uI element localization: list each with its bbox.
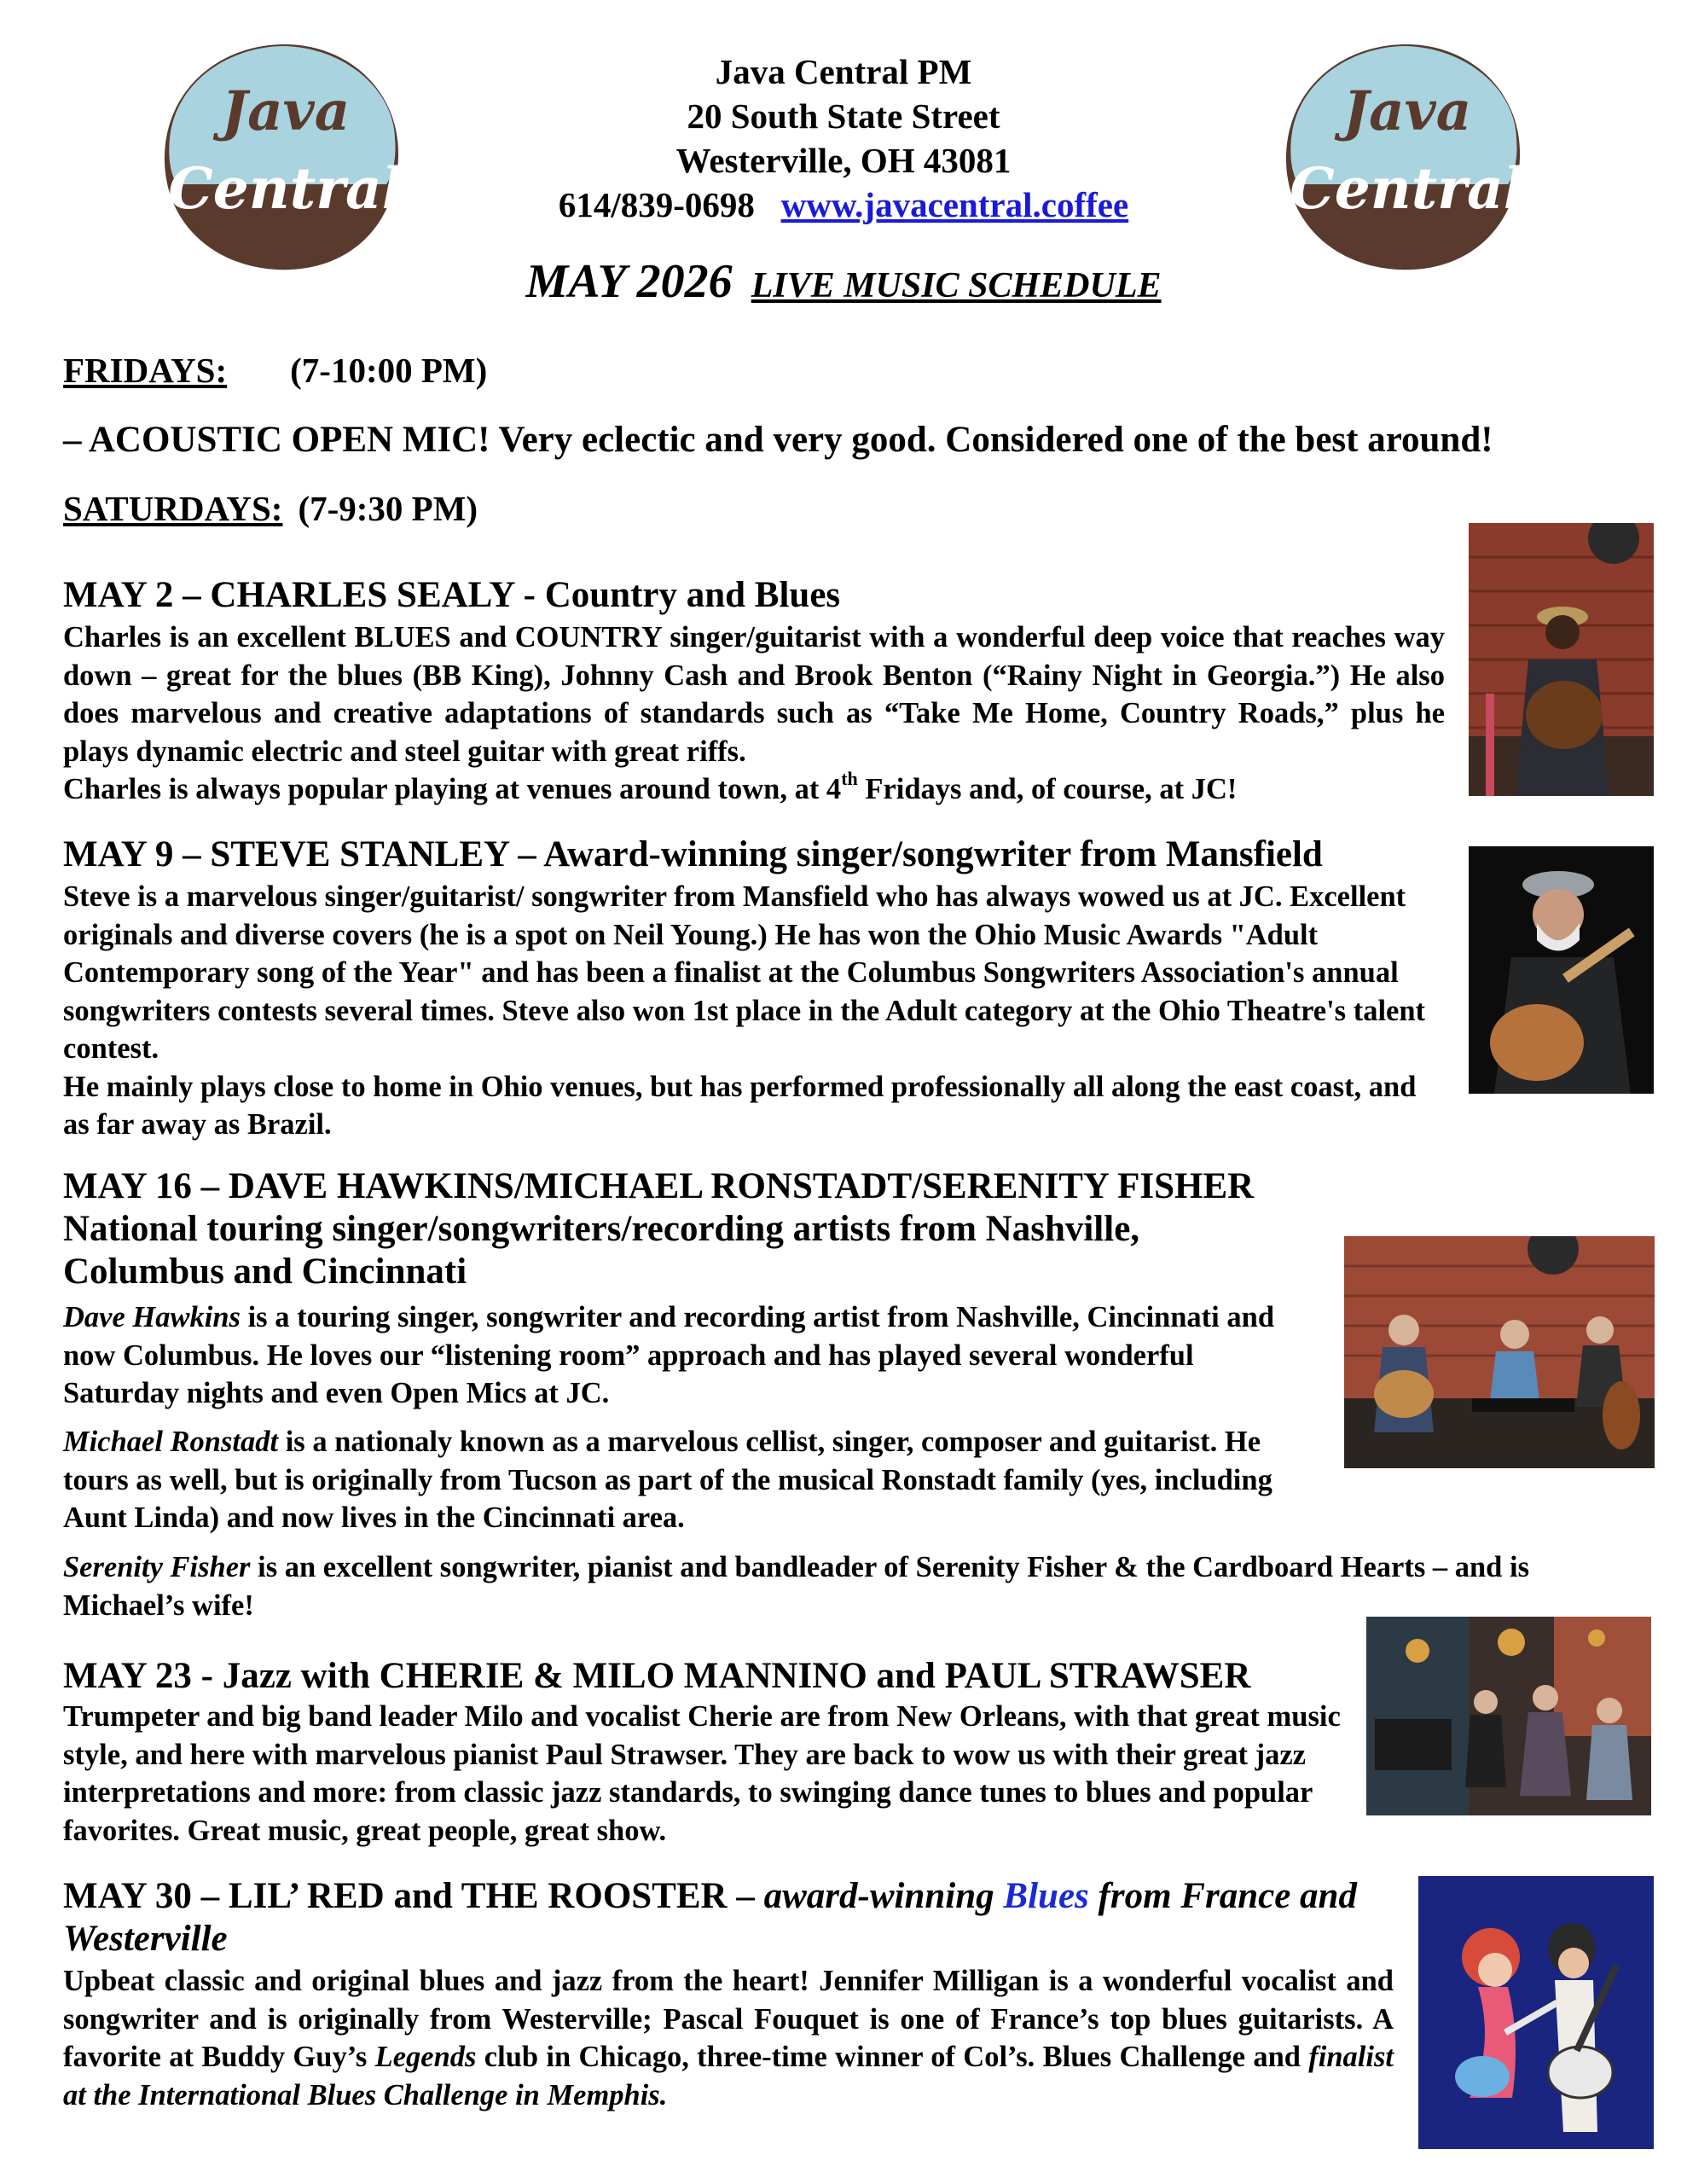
venue-name: Java Central PM [715,52,972,91]
event-may23-heading: MAY 23 - Jazz with CHERIE & MILO MANNINO and PAUL STRAWSER [63,1656,1251,1696]
event-may2-last-line: Charles is always popular playing at venues around town, at 4th Fridays and, of course, at JC! [63,768,1238,805]
open-mic-description: – ACOUSTIC OPEN MIC! Very eclectic and very good. Considered one of the best around! [63,420,1493,460]
event-may16-dave: Dave Hawkins is a touring singer, songwriter and recording artist from Nashville, Cincinnati and now Columbus. He loves our “listening room” approach and has played several wonderful Saturday nights and even Open Mics at JC. [63,1301,1275,1409]
venue-website-link[interactable]: www.javacentral.coffee [780,185,1129,224]
schedule-title [0,252,1687,323]
venue-contact [0,183,1687,227]
logo-text-java: Java [1342,79,1472,143]
event-may16-heading: MAY 16 – DAVE HAWKINS/MICHAEL RONSTADT/SERENITY FISHER [63,1166,1255,1206]
event-may16-michael: Michael Ronstadt is a nationaly known as a marvelous cellist, singer, composer and guitarist. He tours as well, but is originally from Tucson as part of the musical Ronstadt family (yes, including Aunt Linda) and now lives in the Cincinnati area. [63,1426,1272,1534]
logo-text-central: Central [168,155,403,222]
fridays-time: (7-10:00 PM) [290,351,488,390]
venue-city: Westerville, OH 43081 [675,141,1012,180]
event-may9-body [63,878,1445,1144]
michael-ronstadt-name: Michael Ronstadt [63,1426,279,1458]
event-may16-serenity: Serenity Fisher is an excellent songwriter, pianist and bandleader of Serenity Fisher & the Cardboard Hearts – and is Michael’s wife! [63,1551,1530,1622]
event-may2-heading: MAY 2 – CHARLES SEALY - Country and Blues [63,575,841,615]
saturdays-row [63,486,478,539]
serenity-fisher-name: Serenity Fisher [63,1551,251,1583]
schedule-subtitle: LIVE MUSIC SCHEDULE [751,266,1162,305]
event-may16-subheading-2: Columbus and Cincinnati [63,1252,467,1292]
fridays-label: FRIDAYS: [63,351,228,390]
photo-lil-red-rooster-poster [1418,1876,1654,2149]
venue-phone: 614/839-0698 [558,185,755,224]
event-may9-description: Steve is a marvelous singer/guitarist/ songwriter from Mansfield who has always wowed us at JC. Excellent originals and diverse covers (he is a spot on Neil Young.) He has won the Ohio Music Awards "Adult Contemporary song of the Year" and has been a finalist at the Columbus Songwriters Association's annual songwriters contests several times. Steve also won 1st place in the Adult category at the Ohio Theatre's talent contest. [63,880,1426,1065]
event-may16-subheading-1: National touring singer/songwriters/recording artists from Nashville, [63,1209,1140,1249]
photo-steve-stanley [1469,846,1654,1094]
photo-dave-michael-serenity [1344,1236,1655,1468]
blues-word: Blues [1003,1876,1089,1916]
event-may9-heading: MAY 9 – STEVE STANLEY – Award-winning singer/songwriter from Mansfield [63,834,1323,874]
logo-text-java: Java [221,79,351,143]
fridays-row [63,348,487,401]
event-may2-body [63,619,1445,809]
event-may2-description: Charles is an excellent BLUES and COUNTRY singer/guitarist with a wonderful deep voice that reaches way down – great for the blues (BB King), Johnny Cash and Brook Benton (“Rainy Night in Georgia.”) He also does marvelous and creative adaptations of standards such as “Take Me Home, Country Roads,” plus he plays dynamic electric and steel guitar with great riffs. [63,621,1445,768]
photo-cherie-milo-mannino [1366,1617,1651,1815]
event-may30-heading: MAY 30 – LIL’ RED and THE ROOSTER – award-winning Blues from France and Westerville [63,1876,1357,1959]
logo-text-central: Central [1290,155,1525,222]
venue-street: 20 South State Street [687,96,1000,136]
saturdays-time: (7-9:30 PM) [298,489,478,528]
event-may23-body: Trumpeter and big band leader Milo and vocalist Cherie are from New Orleans, with that great music style, and here with marvelous pianist Paul Strawser. They are back to wow us with their great jazz interpretations and more: from classic jazz standards, to swinging dance tunes to blues and popular favorites. Great music, great people, great show. [63,1700,1341,1847]
event-may9-description-2: He mainly plays close to home in Ohio venues, but has performed professionally all along the east coast, and as far away as Brazil. [63,1070,1417,1141]
photo-charles-sealy [1469,523,1654,796]
saturdays-label: SATURDAYS: [63,489,283,528]
dave-hawkins-name: Dave Hawkins [63,1301,241,1333]
event-may30-body: Upbeat classic and original blues and jazz from the heart! Jennifer Milligan is a wonderful vocalist and songwriter and is originally from Westerville; Pascal Fouquet is one of France’s top blues guitarists. A favorite at Buddy Guy’s Legends club in Chicago, three-time winner of Col’s. Blues Challenge and finalist at the International Blues Challenge in Memphis. [63,1965,1394,2111]
schedule-month: MAY 2026 [525,255,733,308]
